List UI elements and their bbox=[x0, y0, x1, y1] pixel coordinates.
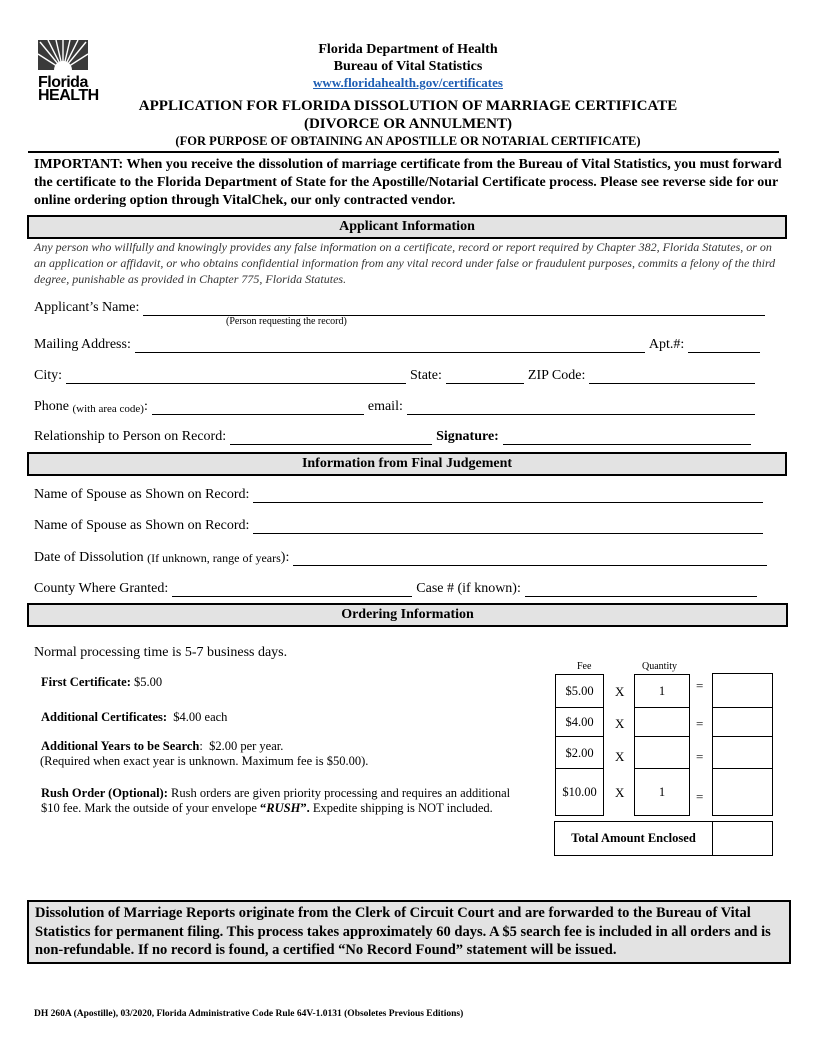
county-label: County Where Granted: bbox=[34, 581, 169, 596]
rush-order-label: Rush Order (Optional): bbox=[41, 786, 168, 800]
fee-cell: $2.00 bbox=[555, 736, 604, 770]
spouse-1-label: Name of Spouse as Shown on Record: bbox=[34, 487, 250, 502]
fee-cell: $5.00 bbox=[555, 674, 604, 709]
logo-line-health: HEALTH bbox=[38, 87, 99, 104]
first-certificate-label: First Certificate: bbox=[41, 675, 131, 689]
applicant-name-caption: (Person requesting the record) bbox=[226, 316, 347, 327]
total-amount-field[interactable] bbox=[712, 821, 773, 856]
amount-cell[interactable] bbox=[712, 736, 773, 770]
email-field[interactable] bbox=[407, 400, 755, 415]
multiply-sign: X bbox=[615, 684, 625, 699]
fee-column-header: Fee bbox=[577, 661, 592, 672]
mailing-address-row bbox=[34, 335, 764, 353]
relationship-row bbox=[34, 427, 755, 445]
phone-label: Phone bbox=[34, 399, 69, 414]
legal-disclaimer: Any person who willfully and knowingly provides any false information on a certificate, record or report required by Chapter 382, Florida Statutes, or on an application or affidavit, or who obtains confidential information from any vital record under false or fraudulent purposes, commits a felony of the third degree, punishable as provided in Chapter 775, Florida Statutes. bbox=[34, 240, 776, 286]
applicant-name-label: Applicant’s Name: bbox=[34, 300, 140, 315]
additional-years-note: (Required when exact year is unknown. Maximum fee is $50.00). bbox=[40, 754, 369, 768]
state-field[interactable] bbox=[446, 369, 524, 384]
agency-name: Florida Department of Health bbox=[318, 42, 498, 57]
city-field[interactable] bbox=[66, 369, 406, 384]
dissolution-date-note: (If unknown, range of years bbox=[147, 551, 281, 565]
apt-field[interactable] bbox=[688, 338, 760, 353]
website-link[interactable]: www.floridahealth.gov/certificates bbox=[313, 75, 503, 90]
section-ordering-information: Ordering Information bbox=[27, 603, 788, 627]
county-field[interactable] bbox=[172, 582, 412, 597]
rush-word: RUSH bbox=[266, 801, 301, 815]
spouse-2-label: Name of Spouse as Shown on Record: bbox=[34, 518, 250, 533]
title-line-1: APPLICATION FOR FLORIDA DISSOLUTION OF MARRIAGE CERTIFICATE bbox=[138, 98, 678, 114]
signature-label: Signature: bbox=[436, 429, 499, 444]
email-label: email: bbox=[367, 399, 403, 414]
phone-row: Phone (with area code) : email: bbox=[34, 397, 759, 415]
quantity-cell[interactable]: 1 bbox=[634, 768, 690, 816]
applicant-name-field[interactable] bbox=[143, 301, 765, 316]
city-label: City: bbox=[34, 368, 63, 383]
equals-sign: = bbox=[696, 716, 704, 731]
mailing-address-field[interactable] bbox=[135, 338, 645, 353]
apt-label: Apt.#: bbox=[648, 337, 685, 352]
amount-cell[interactable] bbox=[712, 768, 773, 816]
zip-label: ZIP Code: bbox=[527, 368, 586, 383]
fee-item-first bbox=[41, 675, 162, 690]
additional-certificates-price: $4.00 each bbox=[173, 710, 228, 724]
bureau-name: Bureau of Vital Statistics bbox=[333, 59, 483, 74]
rush-order-text-2b: Expedite shipping is NOT included. bbox=[312, 801, 493, 815]
amount-cell[interactable] bbox=[712, 707, 773, 738]
rush-order-text-2a: $10 fee. Mark the outside of your envelope bbox=[41, 801, 257, 815]
agency-header bbox=[0, 41, 816, 75]
additional-years-label: Additional Years to be Search bbox=[41, 739, 200, 753]
case-number-label: Case # (if known): bbox=[416, 581, 521, 596]
notice-part-2: If no record is found, a certified “No Record Found” statement will be issued. bbox=[134, 942, 617, 958]
spouse-1-field[interactable] bbox=[253, 488, 763, 503]
city-row bbox=[34, 366, 759, 384]
phone-note: (with area code) bbox=[72, 403, 144, 415]
processing-notice bbox=[27, 900, 791, 964]
total-amount-label: Total Amount Enclosed bbox=[554, 821, 713, 856]
fee-item-years: Additional Years to be Search: $2.00 per year. (Required when exact year is unknown. Maximum fee is $50.00). bbox=[40, 739, 369, 768]
spouse-2-row bbox=[34, 516, 767, 534]
relationship-field[interactable] bbox=[230, 430, 432, 445]
header-divider bbox=[28, 151, 779, 153]
form-title bbox=[0, 97, 816, 133]
fee-item-rush: Rush Order (Optional): Rush orders are given priority processing and requires an additional $10 fee. Mark the outside of your envelope “RUSH”. Expedite shipping is NOT included. bbox=[41, 786, 511, 815]
zip-field[interactable] bbox=[589, 369, 755, 384]
spouse-2-field[interactable] bbox=[253, 519, 763, 534]
title-line-2: (DIVORCE OR ANNULMENT) bbox=[303, 116, 513, 132]
processing-time: Normal processing time is 5-7 business days. bbox=[34, 645, 288, 660]
phone-field[interactable] bbox=[152, 400, 364, 415]
rush-order-text: Rush orders are given priority processing and requires an additional bbox=[171, 786, 511, 800]
section-final-judgement: Information from Final Judgement bbox=[27, 452, 787, 476]
fee-item-additional bbox=[41, 710, 227, 725]
signature-field[interactable] bbox=[503, 430, 751, 445]
equals-sign: = bbox=[696, 678, 704, 693]
multiply-sign: X bbox=[615, 716, 625, 731]
additional-years-price: $2.00 per year. bbox=[209, 739, 284, 753]
dissolution-date-row: Date of Dissolution (If unknown, range of years ): bbox=[34, 548, 771, 566]
fee-cell: $10.00 bbox=[555, 768, 604, 816]
amount-cell[interactable] bbox=[712, 673, 773, 709]
fee-cell: $4.00 bbox=[555, 707, 604, 738]
equals-sign: = bbox=[696, 749, 704, 764]
logo-line-florida: Florida bbox=[38, 74, 88, 91]
additional-certificates-label: Additional Certificates: bbox=[41, 710, 168, 724]
mailing-address-label: Mailing Address: bbox=[34, 337, 131, 352]
relationship-label: Relationship to Person on Record: bbox=[34, 429, 227, 444]
important-notice: IMPORTANT: When you receive the dissolution of marriage certificate from the Bureau of Vital Statistics, you must forward the certificate to the Florida Department of State for the Apostille/Notarial Certificate process. Please see reverse side for our online ordering option through VitalChek, our only contracted vendor. bbox=[34, 157, 782, 208]
applicant-name-row bbox=[34, 298, 769, 316]
equals-sign: = bbox=[696, 789, 704, 804]
first-certificate-price: $5.00 bbox=[134, 675, 163, 689]
quantity-cell[interactable] bbox=[634, 736, 690, 770]
dissolution-date-field[interactable] bbox=[293, 551, 767, 566]
quantity-cell[interactable]: 1 bbox=[634, 674, 690, 709]
form-subtitle: (FOR PURPOSE OF OBTAINING AN APOSTILLE OR NOTARIAL CERTIFICATE) bbox=[175, 134, 641, 148]
form-footer: DH 260A (Apostille), 03/2020, Florida Administrative Code Rule 64V-1.0131 (Obsoletes Previous Editions) bbox=[34, 1009, 464, 1019]
quantity-cell[interactable] bbox=[634, 707, 690, 738]
case-number-field[interactable] bbox=[525, 582, 757, 597]
state-label: State: bbox=[410, 368, 442, 383]
quantity-column-header: Quantity bbox=[642, 661, 677, 672]
spouse-1-row bbox=[34, 485, 767, 503]
dissolution-date-label: Date of Dissolution bbox=[34, 550, 144, 565]
multiply-sign: X bbox=[615, 785, 625, 800]
notice-part-1: Dissolution of Marriage Reports originate from the Clerk of Circuit Court and are forwarded to the Bureau of Vital Statistics for permanent filing. This process takes approximately 60 days. A $5 search fee is included in all orders and is non-refundable. bbox=[35, 905, 771, 958]
multiply-sign: X bbox=[615, 749, 625, 764]
section-applicant-information: Applicant Information bbox=[27, 215, 787, 239]
county-row bbox=[34, 579, 761, 597]
